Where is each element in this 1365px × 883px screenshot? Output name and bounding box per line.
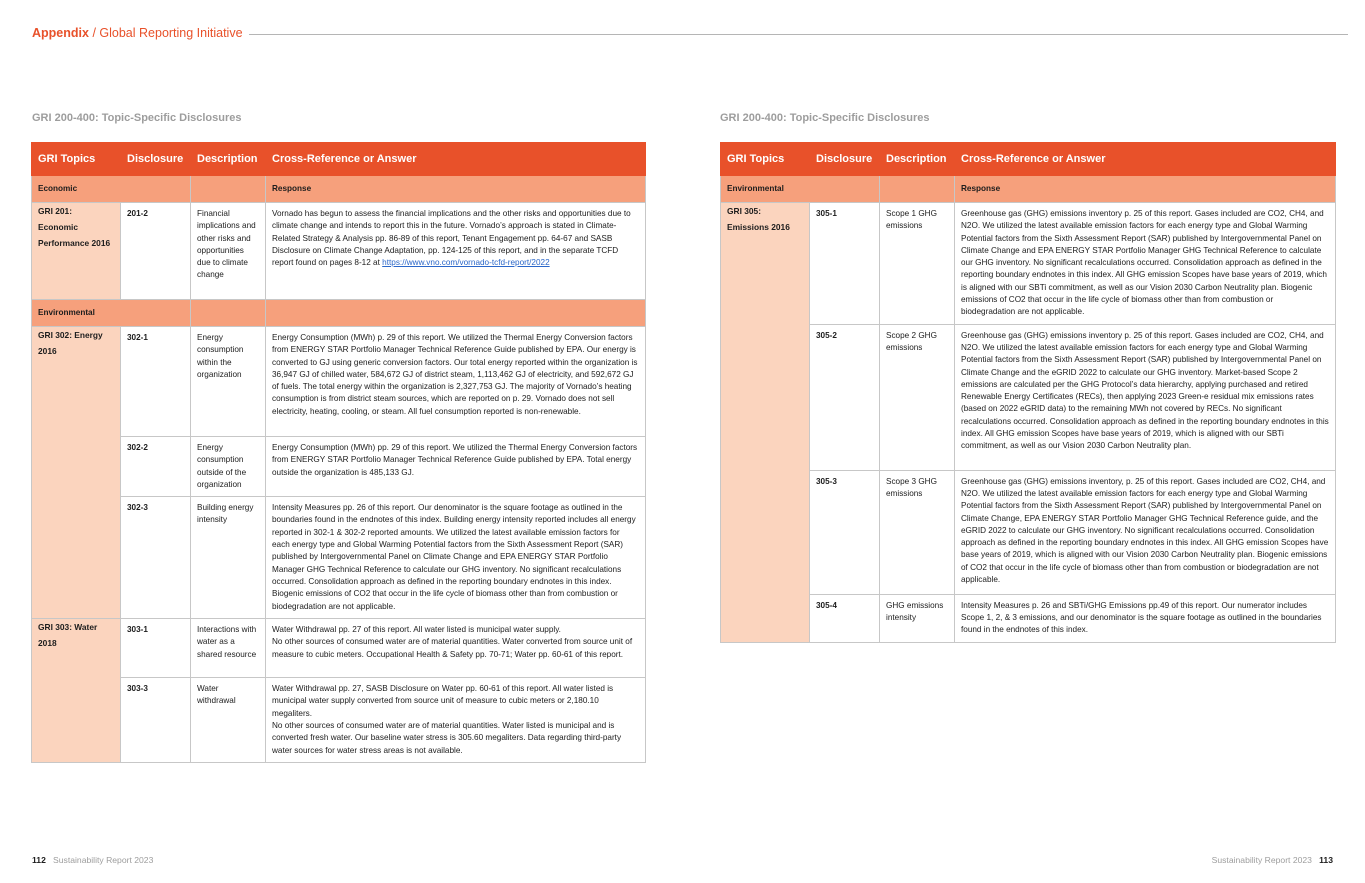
disclosure-code: 305-2	[810, 324, 880, 470]
topic-cell: GRI 305: Emissions 2016	[721, 203, 810, 643]
left-section-title: GRI 200-400: Topic-Specific Disclosures	[32, 112, 242, 124]
disclosure-code: 305-1	[810, 203, 880, 325]
disclosure-code: 302-3	[121, 497, 191, 619]
disclosure-answer: Intensity Measures p. 26 and SBTi/GHG Emissions pp.49 of this report. Our numerator includes Scope 1, 2, & 3 emissions, and our denominator is the square footage as outlined in the boundaries found in the endnotes of this index.	[955, 594, 1336, 642]
category-row-economic	[32, 176, 646, 203]
category-response: Response	[955, 176, 1336, 203]
table-row	[32, 497, 646, 619]
disclosure-answer: Intensity Measures pp. 26 of this report. Our denominator is the square footage as outlined in the boundaries found in the endnotes of this index. Building energy intensity reported includes all energy reported in 302-1 & 302-2 reported amounts. We utilized the latest available emission factors for each energy type and Global Warming Potential factors from the Sixth Assessment Report (SAR) published by Intergovernmental Panel on Climate Change and EPA ENERGY STAR Portfolio Manager GHG Technical Reference to calculate our GHG inventory. No significant recalculations occurred. Consolidation approach as defined in the reporting boundary endnotes in this index. Biogenic emissions of CO2 that occur in the life cycle of biomass other than from combustion or biodegradation are not applicable.	[266, 497, 646, 619]
disclosure-description: Building energy intensity	[191, 497, 266, 619]
topic-cell: GRI 303: Water 2018	[32, 619, 121, 763]
right-page-number: 113	[1319, 855, 1333, 865]
col-header-cross-reference: Cross-Reference or Answer	[266, 143, 646, 176]
disclosure-answer: Greenhouse gas (GHG) emissions inventory, p. 25 of this report. Gases included are CO2, CH4, and N2O. We utilized the latest available emission factors for each energy type and Global Warming Potential factors from the Sixth Assessment Report (SAR) published by Intergovernmental Panel on Climate Change, EPA ENERGY STAR Portfolio Manager GHG Technical Reference guide, and the eGRID 2022 to calculate our GHG inventory. No significant recalculations occurred. Consolidation approach as defined in the reporting boundary endnotes in this index. All GHG emission Scopes have base years of 2019, which is aligned with our Vision 2030 Carbon Neutrality plan. Biogenic emissions of CO2 that occur in the life cycle of biomass other than from combustion or biodegradation are not applicable.	[955, 470, 1336, 594]
topic-cell: GRI 201: Economic Performance 2016	[32, 203, 121, 300]
disclosure-code: 303-1	[121, 619, 191, 678]
col-header-description: Description	[191, 143, 266, 176]
tcfd-report-link[interactable]: https://www.vno.com/vornado-tcfd-report/2022	[382, 258, 550, 268]
disclosure-description: Scope 2 GHG emissions	[880, 324, 955, 470]
table-row	[721, 594, 1336, 642]
category-row-environmental	[721, 176, 1336, 203]
disclosure-code: 302-2	[121, 437, 191, 497]
breadcrumb-separator: /	[92, 26, 96, 40]
table-row	[32, 678, 646, 763]
disclosure-description: Energy consumption within the organization	[191, 327, 266, 437]
table-row	[721, 470, 1336, 594]
right-footer-label: Sustainability Report 2023	[1211, 855, 1312, 865]
category-label: Environmental	[721, 176, 880, 203]
col-header-description: Description	[880, 143, 955, 176]
category-row-environmental	[32, 300, 646, 327]
table-row	[721, 203, 1336, 325]
category-label: Economic	[32, 176, 191, 203]
table-row	[32, 437, 646, 497]
category-blank	[880, 176, 955, 203]
table-row	[721, 324, 1336, 470]
disclosure-answer: Energy Consumption (MWh) pp. 29 of this report. We utilized the Thermal Energy Conversion factors from ENERGY STAR Portfolio Manager Technical Reference Guide published by EPA. Total energy outside the organization is 485,133 GJ.	[266, 437, 646, 497]
disclosure-description: Financial implications and other risks and opportunities due to climate change	[191, 203, 266, 300]
col-header-cross-reference: Cross-Reference or Answer	[955, 143, 1336, 176]
right-footer	[1212, 855, 1333, 865]
disclosure-answer	[266, 203, 646, 300]
disclosure-code: 303-3	[121, 678, 191, 763]
disclosure-answer: Greenhouse gas (GHG) emissions inventory p. 25 of this report. Gases included are CO2, CH4, and N2O. We utilized the latest available emission factors for each energy type and Global Warming Potential factors from the Sixth Assessment Report (SAR) published by Intergovernmental Panel on Climate Change and the eGRID 2022 to calculate our GHG inventory. Market-based Scope 2 emissions are calculated per the GHG Protocol’s data hierarchy, applying purchased and retired Renewable Energy Certificates (RECs), then applying 2023 Green-e residual mix emissions rates (based on 2022 eGRID data) to the remaining MWh not covered by RECs. No significant recalculations occurred. Consolidation approach as defined in the reporting boundary endnotes in this index. All GHG emission Scopes have base years of 2019, which is aligned with our SBTi commitment, as well as our Vision 2030 Carbon Neutrality plan.	[955, 324, 1336, 470]
left-disclosure-table	[31, 142, 646, 763]
left-footer	[32, 855, 153, 865]
col-header-gri-topics: GRI Topics	[32, 143, 121, 176]
col-header-disclosure: Disclosure	[121, 143, 191, 176]
category-blank	[191, 176, 266, 203]
table-header-row	[721, 143, 1336, 176]
disclosure-description: GHG emissions intensity	[880, 594, 955, 642]
disclosure-code: 305-3	[810, 470, 880, 594]
right-disclosure-table	[720, 142, 1336, 643]
disclosure-answer: Water Withdrawal pp. 27 of this report. All water listed is municipal water supply. No other sources of consumed water are of material quantities. Water converted from source unit of measure to cubic meters. Occupational Health & Safety pp. 70-71; Water pp. 60-61 of this report.	[266, 619, 646, 678]
table-row	[32, 203, 646, 300]
breadcrumb-section[interactable]: Appendix	[32, 26, 89, 40]
disclosure-answer: Energy Consumption (MWh) p. 29 of this report. We utilized the Thermal Energy Conversion factors from ENERGY STAR Portfolio Manager Technical Reference Guide published by EPA. Our energy is converted to GJ using generic conversion factors. Our total energy reported within the organization is 36,947 GJ of chilled water, 584,672 GJ of district steam, 1,113,462 GJ of electricity, and 592,672 GJ of fuels. The total energy within the organization is 2,327,753 GJ. The majority of Vornado’s heating consumption is from district steam sources, which are reported on p. 29. Vornado does not sell electricity, heating, cooling, or steam. All fuel consumption reported is non-renewable.	[266, 327, 646, 437]
category-label: Environmental	[32, 300, 191, 327]
disclosure-code: 201-2	[121, 203, 191, 300]
disclosure-answer: Water Withdrawal pp. 27, SASB Disclosure on Water pp. 60-61 of this report. All water listed is municipal water supply converted from source unit of measure to cubic meters or 2,180.10 megaliters. No other sources of consumed water are of material quantities. Water listed is municipal and is converted fresh water. Our baseline water stress is 305.60 megaliters. Data regarding third-party water sources for water stress areas is not available.	[266, 678, 646, 763]
topic-cell: GRI 302: Energy 2016	[32, 327, 121, 619]
category-blank	[191, 300, 266, 327]
right-section-title: GRI 200-400: Topic-Specific Disclosures	[720, 112, 930, 124]
table-row	[32, 327, 646, 437]
disclosure-description: Scope 3 GHG emissions	[880, 470, 955, 594]
answer-text: Vornado has begun to assess the financial implications and the other risks and opportunities due to climate change and intends to report this in the future. Vornado’s approach is stated in Climate-Related Strategy & Analysis pp. 86-89 of this report, Tenant Engagement pp. 64-67 and SASB Disclosure on Climate Change Adaptation, pp. 124-125 of this report, and in the separate TCFD report found on pages 8-12 at	[272, 209, 631, 268]
disclosure-code: 302-1	[121, 327, 191, 437]
col-header-disclosure: Disclosure	[810, 143, 880, 176]
left-page-number: 112	[32, 855, 46, 865]
left-footer-label: Sustainability Report 2023	[53, 855, 154, 865]
running-header	[32, 26, 1348, 42]
disclosure-description: Interactions with water as a shared resource	[191, 619, 266, 678]
disclosure-answer: Greenhouse gas (GHG) emissions inventory p. 25 of this report. Gases included are CO2, CH4, and N2O. We utilized the latest available emission factors for each energy type and Global Warming Potential factors from the Sixth Assessment Report (SAR) published by Intergovernmental Panel on Climate Change and EPA ENERGY STAR Portfolio Manager GHG Technical Reference to calculate our GHG inventory. No significant recalculations occurred. Consolidation approach as defined in the reporting boundary endnotes in this index. All GHG emission Scopes have base years of 2019, which is aligned with our SBTi commitment, as well as our Vision 2030 Carbon Neutrality plan. Biogenic emissions of CO2 that occur in the life cycle of biomass other than from combustion or biodegradation are not applicable.	[955, 203, 1336, 325]
category-response: Response	[266, 176, 646, 203]
breadcrumb-subsection: Global Reporting Initiative	[99, 26, 243, 40]
disclosure-description: Water withdrawal	[191, 678, 266, 763]
col-header-gri-topics: GRI Topics	[721, 143, 810, 176]
category-blank	[266, 300, 646, 327]
disclosure-description: Energy consumption outside of the organization	[191, 437, 266, 497]
table-header-row	[32, 143, 646, 176]
disclosure-description: Scope 1 GHG emissions	[880, 203, 955, 325]
breadcrumb	[32, 26, 249, 40]
table-row	[32, 619, 646, 678]
disclosure-code: 305-4	[810, 594, 880, 642]
